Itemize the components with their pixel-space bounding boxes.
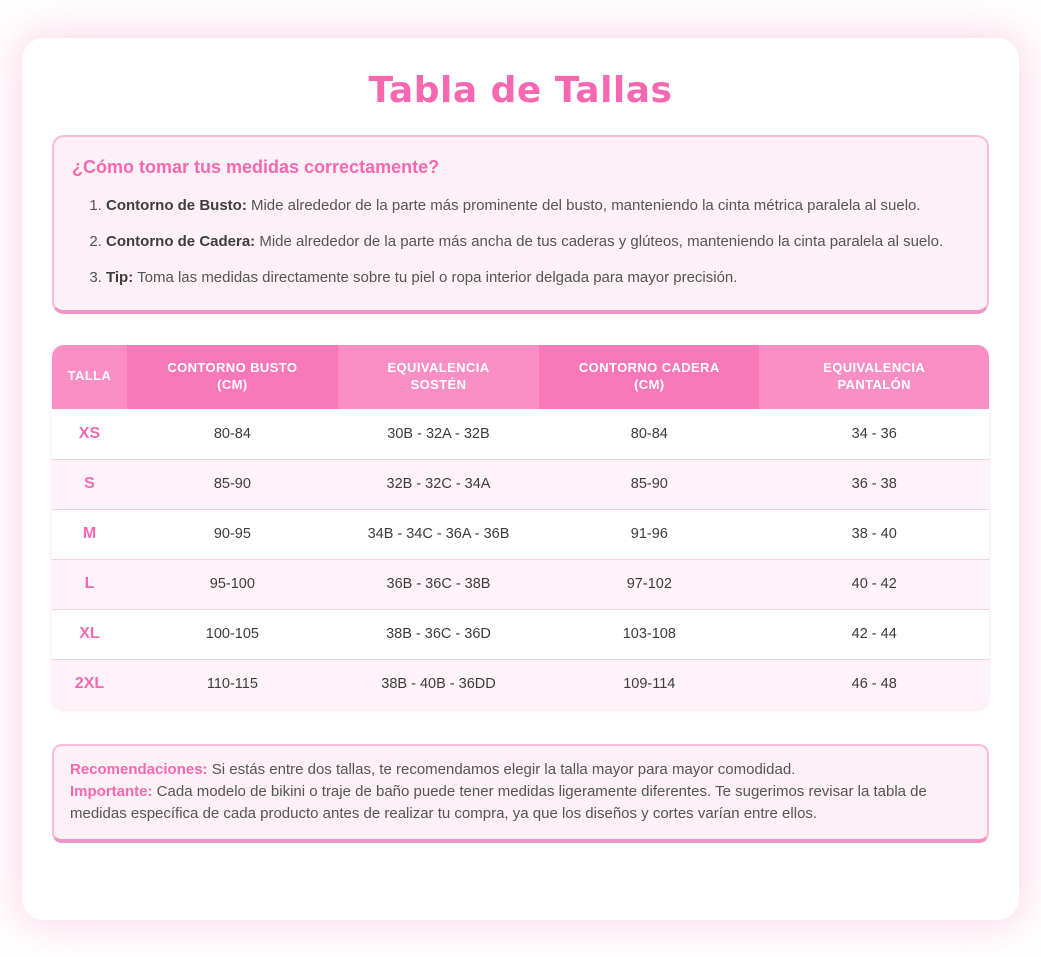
value-cell: 38 - 40 [759,509,989,559]
size-table [52,345,989,709]
value-cell: 91-96 [539,509,759,559]
value-cell: 34B - 34C - 36A - 36B [338,509,539,559]
size-chart-card [22,38,1019,920]
value-cell: 34 - 36 [759,409,989,459]
value-cell: 32B - 32C - 34A [338,459,539,509]
size-cell: 2XL [52,659,127,709]
guide-item-label: Tip: [106,269,134,286]
guide-heading: ¿Cómo tomar tus medidas correctamente? [72,157,440,177]
table-row-xs [52,409,989,459]
value-cell: 100-105 [127,609,338,659]
table-row-s [52,459,989,509]
value-cell: 80-84 [539,409,759,459]
header-cell-0: TALLA [52,345,127,409]
value-cell: 38B - 36C - 36D [338,609,539,659]
size-table-container [52,345,989,709]
guide-item-text: Mide alrededor de la parte más ancha de tus caderas y glúteos, manteniendo la cinta paralela al suelo. [259,233,944,250]
size-cell: L [52,559,127,609]
header-cell-3: CONTORNO CADERA (CM) [539,345,759,409]
table-row-xl [52,609,989,659]
size-table-header-row [52,345,989,409]
value-cell: 97-102 [539,559,759,609]
header-cell-1: CONTORNO BUSTO (CM) [127,345,338,409]
header-cell-2: EQUIVALENCIA SOSTÉN [338,345,539,409]
value-cell: 30B - 32A - 32B [338,409,539,459]
table-row-m [52,509,989,559]
size-table-body [52,409,989,709]
important-line [70,781,969,825]
value-cell: 36 - 38 [759,459,989,509]
size-cell: S [52,459,127,509]
table-row-l [52,559,989,609]
recommendation-label: Recomendaciones: [70,760,208,778]
guide-item-label: Contorno de Busto: [106,197,247,214]
value-cell: 40 - 42 [759,559,989,609]
important-label: Importante: [70,782,153,800]
header-cell-4: EQUIVALENCIA PANTALÓN [759,345,989,409]
value-cell: 103-108 [539,609,759,659]
page-title: Tabla de Tallas [368,70,673,111]
table-row-2xl [52,659,989,709]
value-cell: 90-95 [127,509,338,559]
guide-item [106,230,967,254]
value-cell: 95-100 [127,559,338,609]
guide-item [106,194,967,218]
notes-box [52,744,989,843]
value-cell: 38B - 40B - 36DD [338,659,539,709]
value-cell: 36B - 36C - 38B [338,559,539,609]
value-cell: 80-84 [127,409,338,459]
size-cell: XL [52,609,127,659]
guide-list [72,194,967,290]
value-cell: 85-90 [539,459,759,509]
guide-item-text: Toma las medidas directamente sobre tu piel o ropa interior delgada para mayor precisión. [137,269,738,286]
size-cell: XS [52,409,127,459]
size-cell: M [52,509,127,559]
recommendation-text: Si estás entre dos tallas, te recomendamos elegir la talla mayor para mayor comodidad. [211,760,796,778]
value-cell: 109-114 [539,659,759,709]
value-cell: 85-90 [127,459,338,509]
important-text: Cada modelo de bikini o traje de baño puede tener medidas ligeramente diferentes. Te sugerimos revisar la tabla de medidas específica de cada producto antes de realizar tu compra, ya que los diseños y cortes varían entre ellos. [70,782,927,822]
guide-item [106,266,967,290]
value-cell: 42 - 44 [759,609,989,659]
guide-item-text: Mide alrededor de la parte más prominente del busto, manteniendo la cinta métrica paralela al suelo. [250,197,921,214]
value-cell: 46 - 48 [759,659,989,709]
value-cell: 110-115 [127,659,338,709]
recommendation-line [70,759,969,781]
guide-item-label: Contorno de Cadera: [106,233,256,250]
measurement-guide-box [52,135,989,314]
